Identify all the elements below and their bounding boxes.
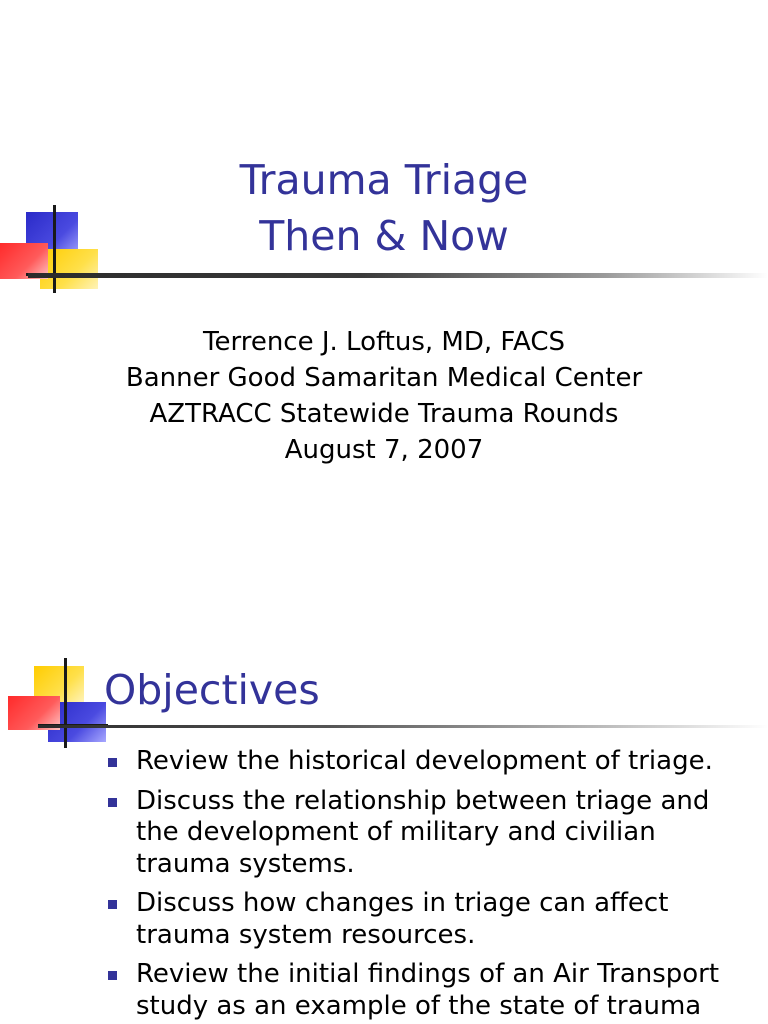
slide-title bbox=[0, 152, 768, 264]
objectives-slide bbox=[0, 640, 768, 1024]
title-line-2: Then & Now bbox=[259, 212, 509, 260]
title-line-1: Trauma Triage bbox=[239, 156, 529, 204]
author-name: Terrence J. Loftus, MD, FACS bbox=[203, 327, 565, 357]
event-name: AZTRACC Statewide Trauma Rounds bbox=[149, 399, 619, 429]
list-item: Discuss how changes in triage can affect trauma system resources. bbox=[104, 888, 754, 951]
objectives-list bbox=[104, 746, 754, 1024]
title-divider bbox=[38, 725, 768, 728]
institution: Banner Good Samaritan Medical Center bbox=[125, 363, 643, 393]
bullet-icon bbox=[108, 900, 117, 909]
bullet-icon bbox=[108, 798, 117, 807]
corner-decoration-icon bbox=[0, 658, 110, 750]
list-item: Review the historical development of triage. bbox=[104, 746, 754, 778]
presentation-date: August 7, 2007 bbox=[284, 435, 484, 465]
presenter-info bbox=[0, 324, 768, 468]
bullet-icon bbox=[108, 971, 117, 980]
bullet-icon bbox=[108, 758, 117, 767]
list-item: Discuss the relationship between triage and the development of military and civilian trauma systems. bbox=[104, 786, 754, 881]
title-divider bbox=[28, 273, 768, 278]
list-item: Review the initial findings of an Air Transport study as an example of the state of trauma bbox=[104, 959, 754, 1022]
slide-title: Objectives bbox=[104, 666, 320, 714]
